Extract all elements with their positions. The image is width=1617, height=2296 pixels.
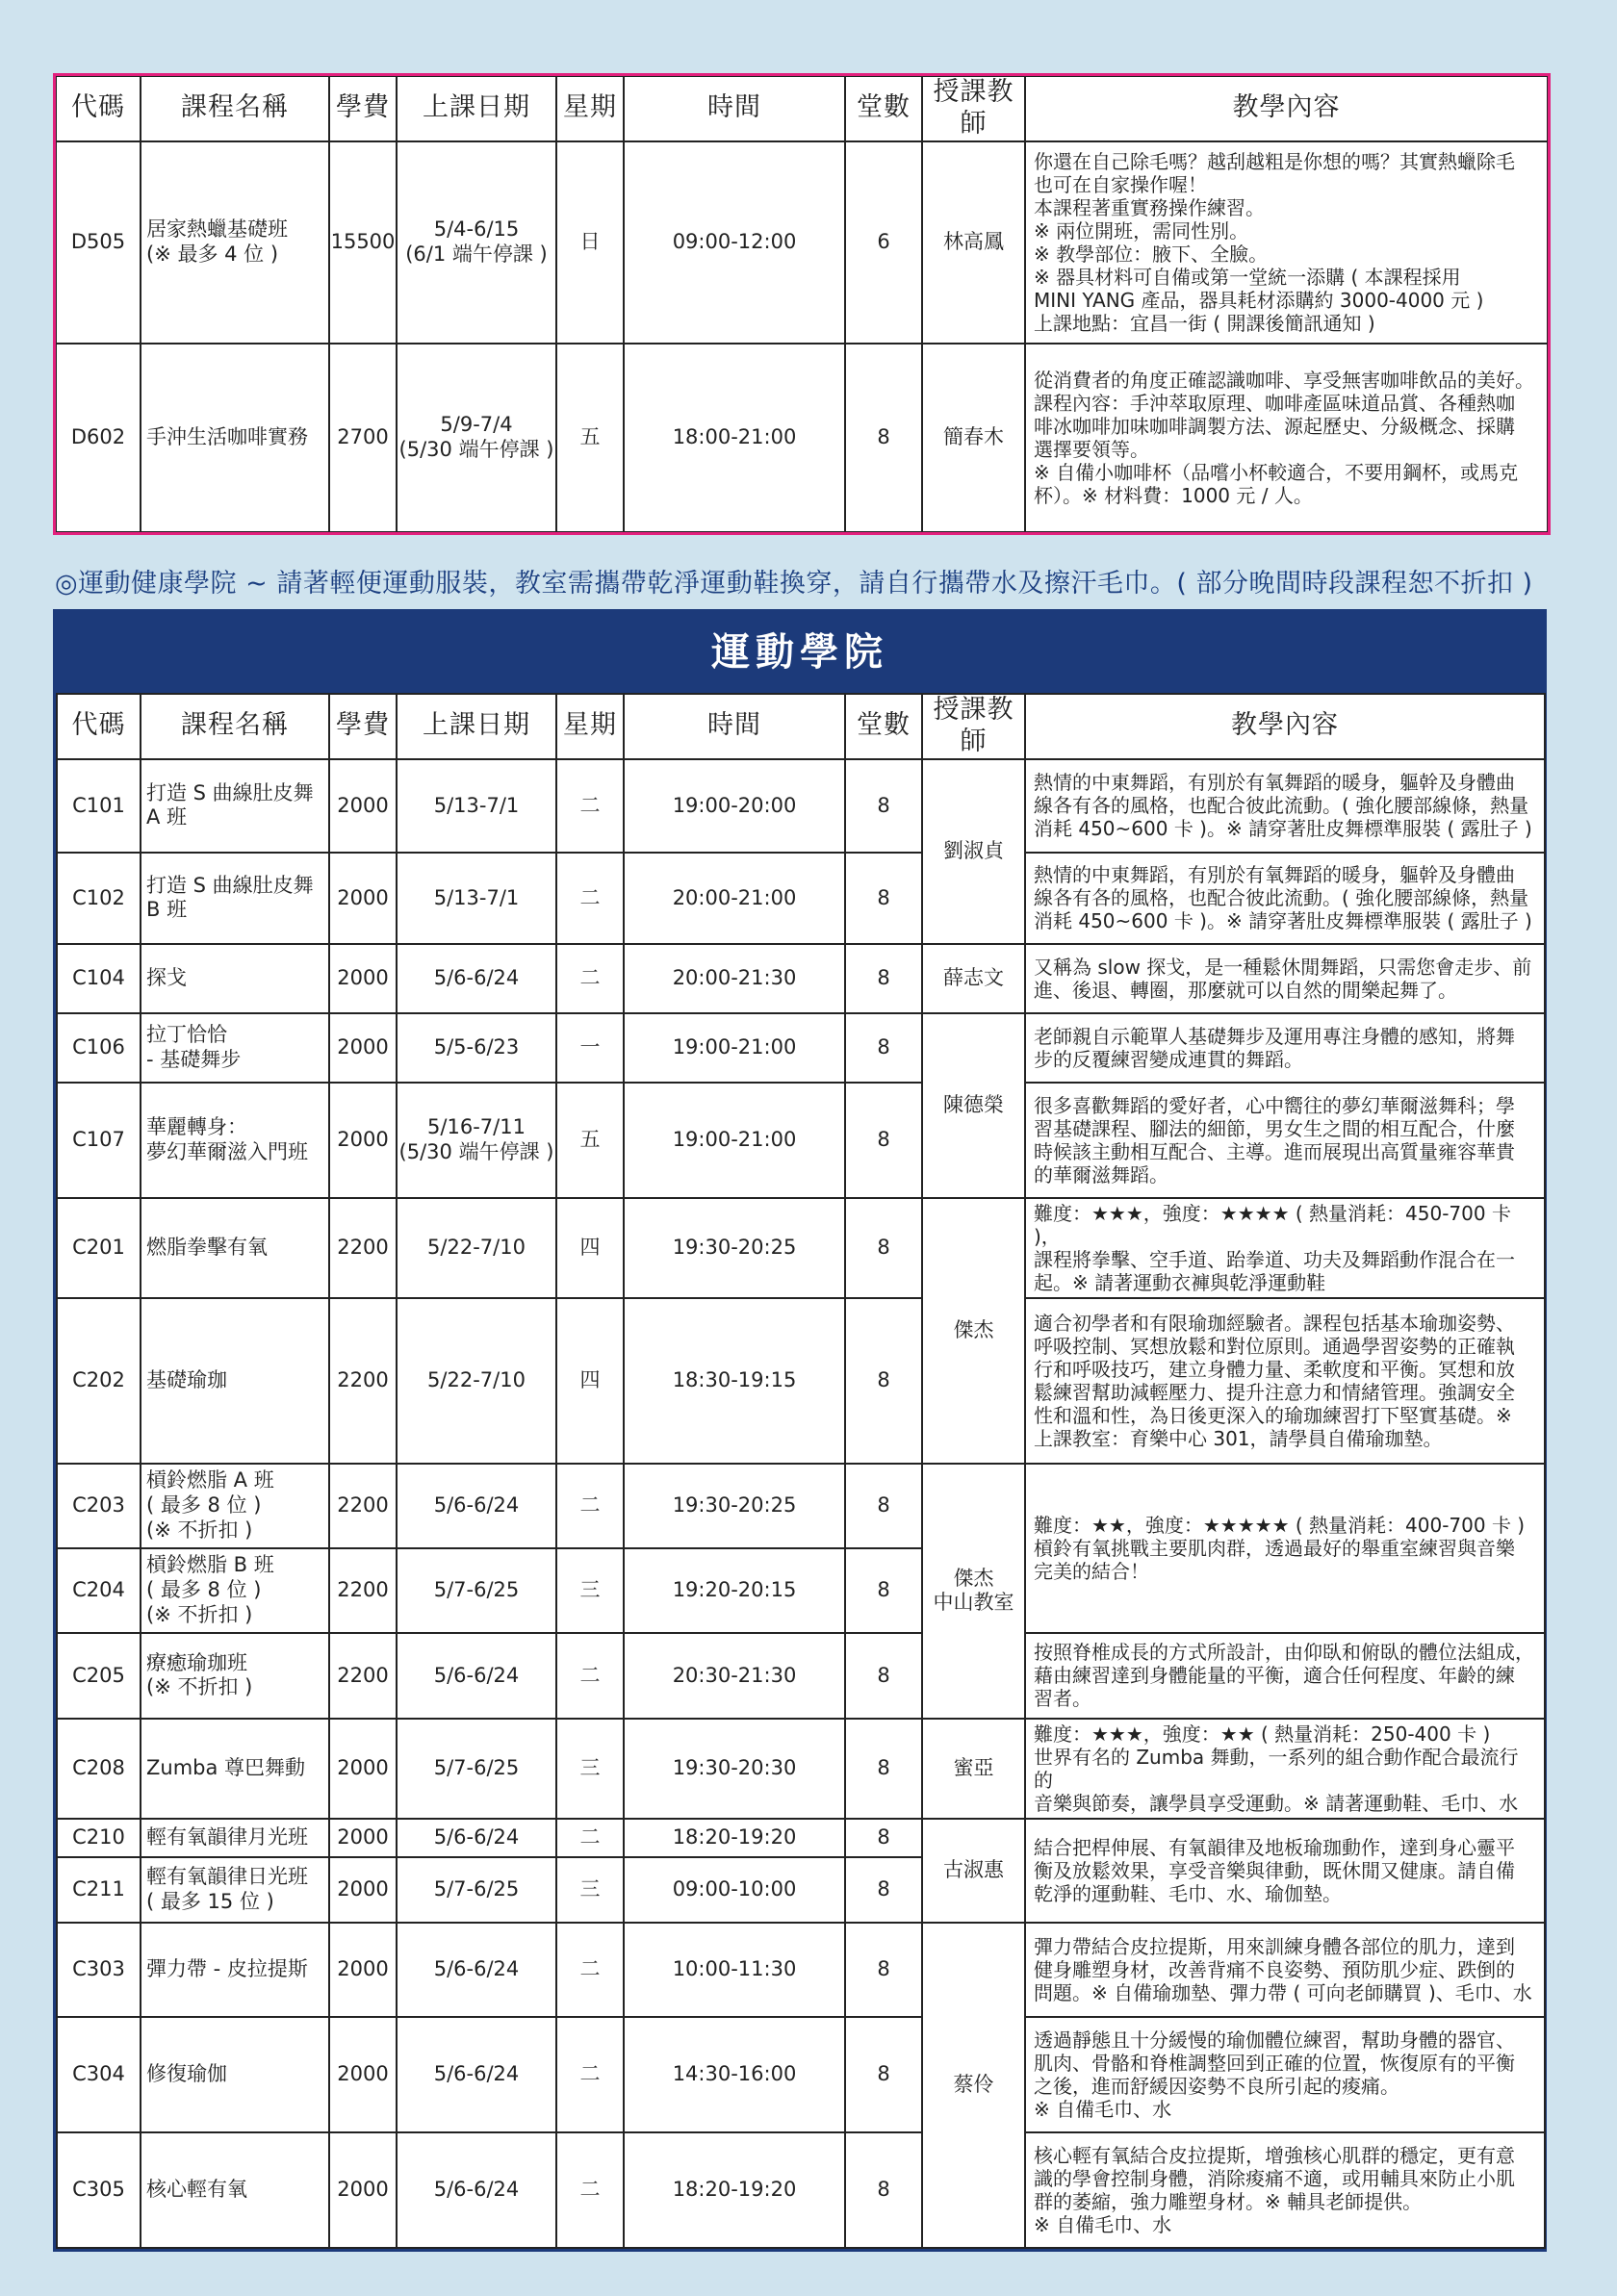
course-date: 5/6-6/24 — [397, 944, 556, 1013]
course-day: 二 — [556, 1923, 624, 2017]
course-time: 20:00-21:30 — [624, 944, 845, 1013]
course-name: 槓鈴燃脂 A 班 ( 最多 8 位 ) (※ 不折扣 ) — [141, 1464, 329, 1548]
course-sessions: 8 — [845, 1923, 922, 2017]
course-fee: 2000 — [329, 944, 397, 1013]
course-sessions: 8 — [845, 1198, 922, 1298]
course-table-sports — [56, 693, 1546, 2249]
course-name: 核心輕有氧 — [141, 2132, 329, 2248]
table-row — [57, 1464, 1545, 1548]
table-header-row — [57, 694, 1545, 759]
course-code: C203 — [57, 1464, 141, 1548]
course-sessions: 8 — [845, 2132, 922, 2248]
course-date: 5/6-6/24 — [397, 2017, 556, 2132]
course-date: 5/6-6/24 — [397, 1464, 556, 1548]
table-row — [57, 944, 1545, 1013]
course-sessions: 8 — [845, 759, 922, 853]
course-date: 5/7-6/25 — [397, 1548, 556, 1633]
course-date: 5/7-6/25 — [397, 1857, 556, 1923]
course-sessions: 8 — [845, 1298, 922, 1464]
table-row — [56, 344, 1548, 532]
course-content: 難度：★★，強度：★★★★★ ( 熱量消耗：400-700 卡 ) 槓鈴有氧挑戰主要肌肉群，透過最好的舉重室練習與音樂 完美的結合！ — [1025, 1464, 1545, 1633]
course-time: 19:00-21:00 — [624, 1013, 845, 1083]
section-title: 運動學院 — [56, 612, 1544, 693]
course-name: 輕有氧韻律日光班 ( 最多 15 位 ) — [141, 1857, 329, 1923]
col-teacher-header: 授課教師 — [922, 76, 1025, 141]
course-time: 09:00-10:00 — [624, 1857, 845, 1923]
course-content: 難度：★★★，強度：★★ ( 熱量消耗：250-400 卡 ) 世界有名的 Zumba 舞動，一系列的組合動作配合最流行的 音樂與節奏，讓學員享受運動。※ 請著運動鞋、毛巾、水 — [1025, 1719, 1545, 1819]
course-date: 5/6-6/24 — [397, 1633, 556, 1719]
col-sessions-header: 堂數 — [845, 694, 922, 759]
course-name: 輕有氧韻律月光班 — [141, 1819, 329, 1857]
course-day: 三 — [556, 1548, 624, 1633]
table-row — [57, 2132, 1545, 2248]
course-code: C303 — [57, 1923, 141, 2017]
course-fee: 2200 — [329, 1633, 397, 1719]
course-sessions: 8 — [845, 1719, 922, 1819]
col-day-header: 星期 — [556, 76, 624, 141]
course-sessions: 8 — [845, 1013, 922, 1083]
course-day: 二 — [556, 759, 624, 853]
course-sessions: 8 — [845, 1464, 922, 1548]
col-code-header: 代碼 — [57, 694, 141, 759]
course-name: 手沖生活咖啡實務 — [141, 344, 329, 532]
course-content: 又稱為 slow 探戈，是一種鬆休閒舞蹈，只需您會走步、前 進、後退、轉圈，那麼就可以自然的閒樂起舞了。 — [1025, 944, 1545, 1013]
course-sessions: 8 — [845, 1857, 922, 1923]
course-code: C107 — [57, 1083, 141, 1198]
course-fee: 2000 — [329, 1013, 397, 1083]
course-code: C211 — [57, 1857, 141, 1923]
course-time: 18:20-19:20 — [624, 1819, 845, 1857]
course-content: 你還在自己除毛嗎？越刮越粗是你想的嗎？其實熱蠟除毛 也可在自家操作喔！ 本課程著重實務操作練習。 ※ 兩位開班，需同性別。 ※ 教學部位：腋下、全臉。 ※ 器具材料可自備或第一堂統一添購 ( 本課程採用 MINI YANG 產品，器具耗材添購約 3000-4000 元 ) 上課地點：宜昌一街 ( 開課後簡訊通知 ) — [1025, 141, 1548, 344]
course-date: 5/5-6/23 — [397, 1013, 556, 1083]
course-time: 18:20-19:20 — [624, 2132, 845, 2248]
sports-academy-note: ◎運動健康學院 ~ 請著輕便運動服裝，教室需攜帶乾淨運動鞋換穿，請自行攜帶水及擦汗毛巾。( 部分晚間時段課程恕不折扣 ) — [55, 569, 1533, 599]
course-name: 彈力帶 - 皮拉提斯 — [141, 1923, 329, 2017]
course-day: 二 — [556, 1464, 624, 1548]
course-name: 槓鈴燃脂 B 班 ( 最多 8 位 ) (※ 不折扣 ) — [141, 1548, 329, 1633]
course-date: 5/22-7/10 — [397, 1198, 556, 1298]
course-teacher: 林高鳳 — [922, 141, 1025, 344]
course-time: 09:00-12:00 — [624, 141, 845, 344]
course-day: 四 — [556, 1198, 624, 1298]
course-sessions: 8 — [845, 344, 922, 532]
course-name: 居家熱蠟基礎班 (※ 最多 4 位 ) — [141, 141, 329, 344]
course-date: 5/7-6/25 — [397, 1719, 556, 1819]
course-date: 5/4-6/15 (6/1 端午停課 ) — [397, 141, 556, 344]
course-name: 療癒瑜珈班 (※ 不折扣 ) — [141, 1633, 329, 1719]
course-code: C205 — [57, 1633, 141, 1719]
course-content: 按照脊椎成長的方式所設計，由仰臥和俯臥的體位法組成， 藉由練習達到身體能量的平衡，適合任何程度、年齡的練 習者。 — [1025, 1633, 1545, 1719]
course-time: 20:30-21:30 — [624, 1633, 845, 1719]
course-day: 五 — [556, 344, 624, 532]
course-code: C202 — [57, 1298, 141, 1464]
table-row — [56, 141, 1548, 344]
course-time: 19:20-20:15 — [624, 1548, 845, 1633]
course-sessions: 8 — [845, 944, 922, 1013]
course-day: 日 — [556, 141, 624, 344]
course-day: 二 — [556, 853, 624, 944]
course-fee: 2200 — [329, 1548, 397, 1633]
course-time: 19:30-20:25 — [624, 1464, 845, 1548]
course-sessions: 6 — [845, 141, 922, 344]
course-day: 二 — [556, 1633, 624, 1719]
course-sessions: 8 — [845, 1548, 922, 1633]
table-row — [57, 1719, 1545, 1819]
col-teacher-header: 授課教師 — [922, 694, 1025, 759]
course-fee: 2000 — [329, 2017, 397, 2132]
course-time: 20:00-21:00 — [624, 853, 845, 944]
course-date: 5/9-7/4 (5/30 端午停課 ) — [397, 344, 556, 532]
course-code: C204 — [57, 1548, 141, 1633]
course-time: 14:30-16:00 — [624, 2017, 845, 2132]
course-fee: 2000 — [329, 853, 397, 944]
col-code-header: 代碼 — [56, 76, 141, 141]
course-sessions: 8 — [845, 1819, 922, 1857]
course-time: 18:30-19:15 — [624, 1298, 845, 1464]
table-row — [57, 1083, 1545, 1198]
course-date: 5/13-7/1 — [397, 853, 556, 944]
course-content: 適合初學者和有限瑜珈經驗者。課程包括基本瑜珈姿勢、 呼吸控制、冥想放鬆和對位原則。通過學習姿勢的正確執 行和呼吸技巧，建立身體力量、柔軟度和平衡。冥想和放 鬆練習幫助減輕壓力、提升注意力和情緒管理。強調安全 性和溫和性，為日後更深入的瑜珈練習打下堅實基礎。※ 上課教室：育樂中心 301，請學員自備瑜珈墊。 — [1025, 1298, 1545, 1464]
sports-academy-section — [53, 609, 1547, 2252]
table-row — [57, 1013, 1545, 1083]
col-fee-header: 學費 — [329, 694, 397, 759]
course-content: 彈力帶結合皮拉提斯，用來訓練身體各部位的肌力，達到 健身雕塑身材，改善背痛不良姿勢、預防肌少症、跌倒的 問題。※ 自備瑜珈墊、彈力帶 ( 可向老師購買 )、毛巾、水 — [1025, 1923, 1545, 2017]
course-fee: 2000 — [329, 1857, 397, 1923]
course-day: 三 — [556, 1719, 624, 1819]
course-date: 5/6-6/24 — [397, 1923, 556, 2017]
course-fee: 15500 — [329, 141, 397, 344]
course-teacher: 陳德榮 — [922, 1013, 1025, 1198]
col-day-header: 星期 — [556, 694, 624, 759]
table-row — [57, 759, 1545, 853]
table-header-row — [56, 76, 1548, 141]
course-date: 5/6-6/24 — [397, 2132, 556, 2248]
course-teacher: 傑杰 中山教室 — [922, 1464, 1025, 1719]
course-fee: 2000 — [329, 1819, 397, 1857]
course-name: 華麗轉身： 夢幻華爾滋入門班 — [141, 1083, 329, 1198]
col-name-header: 課程名稱 — [141, 694, 329, 759]
course-fee: 2000 — [329, 1923, 397, 2017]
course-name: 燃脂拳擊有氧 — [141, 1198, 329, 1298]
course-code: C106 — [57, 1013, 141, 1083]
course-fee: 2000 — [329, 1083, 397, 1198]
col-time-header: 時間 — [624, 76, 845, 141]
col-date-header: 上課日期 — [397, 694, 556, 759]
course-sessions: 8 — [845, 1633, 922, 1719]
course-time: 18:00-21:00 — [624, 344, 845, 532]
course-teacher: 薛志文 — [922, 944, 1025, 1013]
course-fee: 2200 — [329, 1198, 397, 1298]
course-day: 二 — [556, 944, 624, 1013]
course-name: 打造 S 曲線肚皮舞 B 班 — [141, 853, 329, 944]
course-name: 打造 S 曲線肚皮舞 A 班 — [141, 759, 329, 853]
course-code: C201 — [57, 1198, 141, 1298]
course-fee: 2000 — [329, 2132, 397, 2248]
course-sessions: 8 — [845, 853, 922, 944]
course-date: 5/22-7/10 — [397, 1298, 556, 1464]
course-sessions: 8 — [845, 1083, 922, 1198]
course-date: 5/6-6/24 — [397, 1819, 556, 1857]
course-content: 核心輕有氧結合皮拉提斯，增強核心肌群的穩定，更有意 識的學會控制身體，消除痠痛不適，或用輔具來防止小肌 群的萎縮，強力雕塑身材。※ 輔具老師提供。 ※ 自備毛巾、水 — [1025, 2132, 1545, 2248]
course-code: C104 — [57, 944, 141, 1013]
course-day: 二 — [556, 1819, 624, 1857]
col-content-header: 教學內容 — [1025, 76, 1548, 141]
course-name: 拉丁恰恰 - 基礎舞步 — [141, 1013, 329, 1083]
course-teacher: 古淑惠 — [922, 1819, 1025, 1923]
course-content: 難度：★★★，強度：★★★★ ( 熱量消耗：450-700 卡 )， 課程將拳擊、空手道、跆拳道、功夫及舞蹈動作混合在一 起。※ 請著運動衣褲與乾淨運動鞋 — [1025, 1198, 1545, 1298]
col-content-header: 教學內容 — [1025, 694, 1545, 759]
course-code: D505 — [56, 141, 141, 344]
col-date-header: 上課日期 — [397, 76, 556, 141]
course-date: 5/13-7/1 — [397, 759, 556, 853]
course-time: 19:00-21:00 — [624, 1083, 845, 1198]
course-code: D602 — [56, 344, 141, 532]
course-content: 老師親自示範單人基礎舞步及運用專注身體的感知，將舞 步的反覆練習變成連貫的舞蹈。 — [1025, 1013, 1545, 1083]
table-row — [57, 853, 1545, 944]
course-time: 10:00-11:30 — [624, 1923, 845, 2017]
course-content: 熱情的中東舞蹈，有別於有氧舞蹈的暖身，軀幹及身體曲 線各有各的風格，也配合彼此流動。( 強化腰部線條，熱量 消耗 450~600 卡 )。※ 請穿著肚皮舞標準服裝 ( 露肚子 ) — [1025, 853, 1545, 944]
course-day: 二 — [556, 2132, 624, 2248]
course-name: 修復瑜伽 — [141, 2017, 329, 2132]
table-row — [57, 2017, 1545, 2132]
course-name: 探戈 — [141, 944, 329, 1013]
course-fee: 2000 — [329, 759, 397, 853]
table-row — [57, 1298, 1545, 1464]
course-code: C208 — [57, 1719, 141, 1819]
col-name-header: 課程名稱 — [141, 76, 329, 141]
table-row — [57, 1198, 1545, 1298]
course-name: Zumba 尊巴舞動 — [141, 1719, 329, 1819]
col-fee-header: 學費 — [329, 76, 397, 141]
course-day: 五 — [556, 1083, 624, 1198]
course-code: C101 — [57, 759, 141, 853]
course-content: 從消費者的角度正確認識咖啡、享受無害咖啡飲品的美好。 課程內容：手沖萃取原理、咖啡產區味道品賞、各種熱咖 啡冰咖啡加味咖啡調製方法、源起歷史、分級概念、採購 選擇要領等。 ※ 自備小咖啡杯（品嚐小杯較適合，不要用鋼杯，或馬克 杯）。※ 材料費：1000 元 / 人。 — [1025, 344, 1548, 532]
course-fee: 2000 — [329, 1719, 397, 1819]
course-day: 二 — [556, 2017, 624, 2132]
course-content: 很多喜歡舞蹈的愛好者，心中嚮往的夢幻華爾滋舞科；學 習基礎課程、腳法的細節，男女生之間的相互配合，什麼 時候該主動相互配合、主導。進而展現出高質量雍容華貴 的華爾滋舞蹈。 — [1025, 1083, 1545, 1198]
course-content: 熱情的中東舞蹈，有別於有氧舞蹈的暖身，軀幹及身體曲 線各有各的風格，也配合彼此流動。( 強化腰部線條，熱量 消耗 450~600 卡 )。※ 請穿著肚皮舞標準服裝 ( 露肚子 ) — [1025, 759, 1545, 853]
table-row — [57, 1633, 1545, 1719]
table-row — [57, 1923, 1545, 2017]
course-code: C304 — [57, 2017, 141, 2132]
course-day: 四 — [556, 1298, 624, 1464]
course-time: 19:30-20:25 — [624, 1198, 845, 1298]
course-code: C305 — [57, 2132, 141, 2248]
course-table-top — [55, 75, 1549, 533]
course-teacher: 傑杰 — [922, 1198, 1025, 1464]
course-content: 結合把桿伸展、有氧韻律及地板瑜珈動作，達到身心靈平 衡及放鬆效果，享受音樂與律動，既休閒又健康。請自備 乾淨的運動鞋、毛巾、水、瑜伽墊。 — [1025, 1819, 1545, 1923]
course-day: 三 — [556, 1857, 624, 1923]
course-fee: 2200 — [329, 1298, 397, 1464]
course-teacher: 簡春木 — [922, 344, 1025, 532]
course-fee: 2200 — [329, 1464, 397, 1548]
col-time-header: 時間 — [624, 694, 845, 759]
course-code: C102 — [57, 853, 141, 944]
course-code: C210 — [57, 1819, 141, 1857]
course-day: 一 — [556, 1013, 624, 1083]
course-teacher: 蜜亞 — [922, 1719, 1025, 1819]
course-time: 19:00-20:00 — [624, 759, 845, 853]
course-content: 透過靜態且十分緩慢的瑜伽體位練習，幫助身體的器官、 肌肉、骨骼和脊椎調整回到正確的位置，恢復原有的平衡 之後，進而舒緩因姿勢不良所引起的痠痛。 ※ 自備毛巾、水 — [1025, 2017, 1545, 2132]
course-date: 5/16-7/11 (5/30 端午停課 ) — [397, 1083, 556, 1198]
course-time: 19:30-20:30 — [624, 1719, 845, 1819]
course-teacher: 蔡伶 — [922, 1923, 1025, 2248]
course-name: 基礎瑜珈 — [141, 1298, 329, 1464]
table-row — [57, 1819, 1545, 1857]
course-fee: 2700 — [329, 344, 397, 532]
course-teacher: 劉淑貞 — [922, 759, 1025, 944]
course-sessions: 8 — [845, 2017, 922, 2132]
col-sessions-header: 堂數 — [845, 76, 922, 141]
